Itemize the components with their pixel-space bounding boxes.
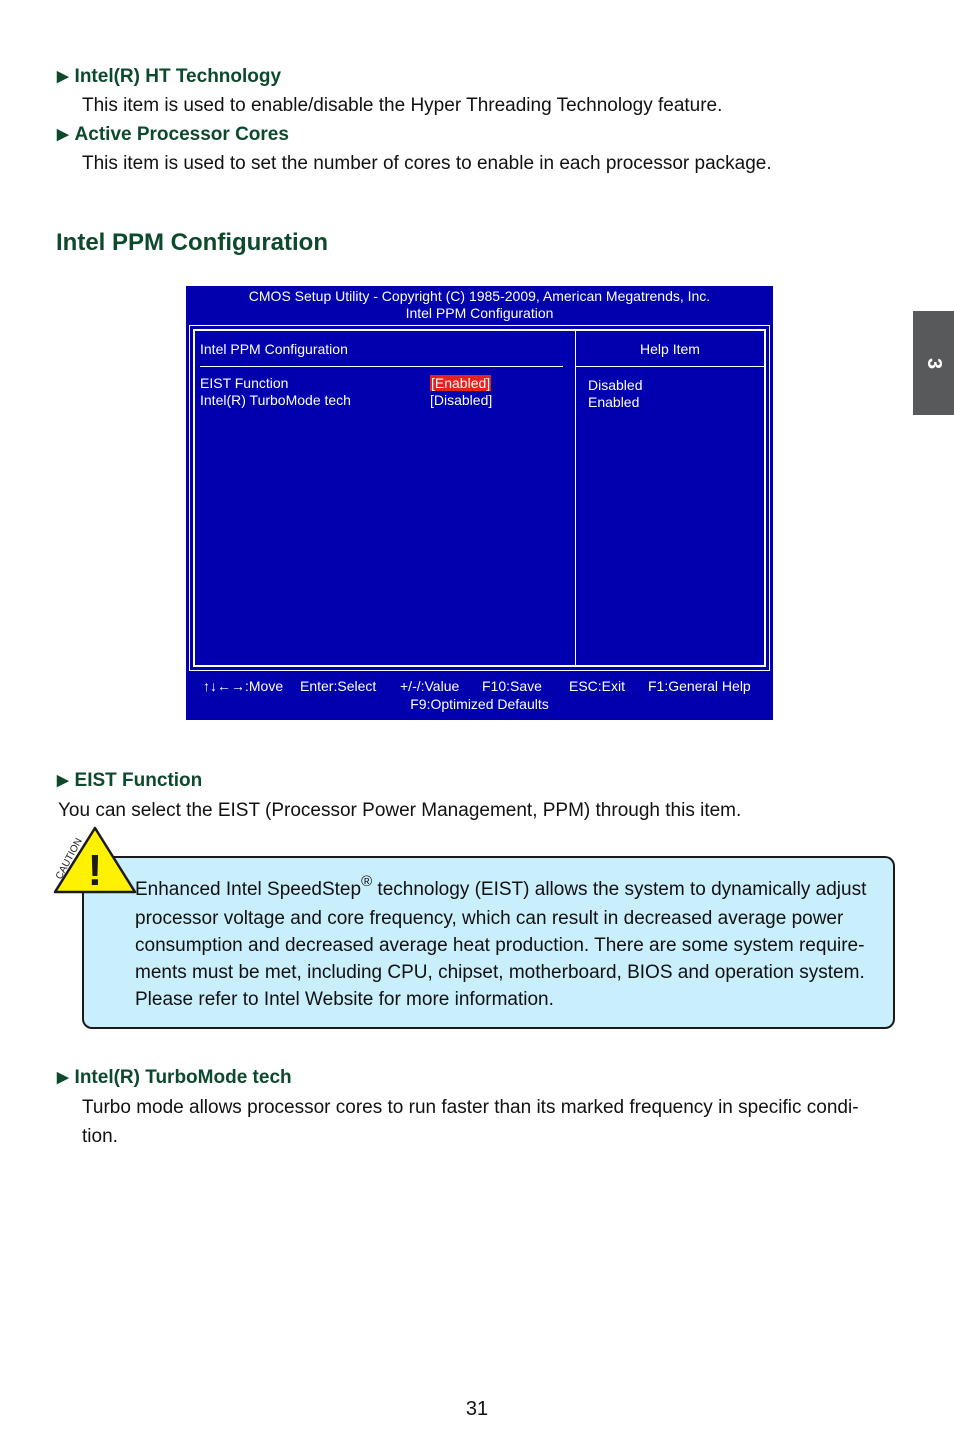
item-heading-turbomode — [57, 1067, 292, 1089]
page-number: 31 — [465, 1398, 489, 1420]
triangle-bullet-icon: ▶ — [57, 126, 69, 143]
bios-header — [186, 288, 773, 322]
bios-header-copyright: CMOS Setup Utility - Copyright (C) 1985-2009, American Megatrends, Inc. — [248, 288, 711, 304]
bios-left-title: Intel PPM Configuration — [200, 341, 348, 357]
caution-line-5: Please refer to Intel Website for more information. — [135, 989, 554, 1010]
caution-line-1 — [135, 872, 867, 903]
bios-frame — [189, 325, 770, 671]
bios-key-value: +/-/:Value — [400, 678, 460, 694]
bios-key-select: Enter:Select — [300, 678, 377, 694]
chapter-tab — [913, 311, 954, 415]
caution-text-part: technology (EIST) allows the system to dynamically adjust — [372, 879, 867, 900]
caution-label-text: CAUTION — [53, 836, 85, 882]
section-title: Intel PPM Configuration — [56, 229, 328, 256]
bios-selected-value[interactable]: [Enabled] — [431, 375, 491, 391]
item-heading-active-processor-cores — [57, 124, 289, 146]
item-description: This item is used to enable/disable the Hyper Threading Technology feature. — [82, 95, 723, 116]
bios-screen — [186, 286, 773, 720]
bios-option-turbo-label[interactable]: Intel(R) TurboMode tech — [200, 392, 351, 408]
item-description: You can select the EIST (Processor Power Management, PPM) through this item. — [58, 800, 742, 821]
bios-left-title-rule — [200, 366, 563, 367]
bios-header-page: Intel PPM Configuration — [405, 305, 554, 321]
triangle-bullet-icon: ▶ — [57, 68, 69, 85]
bios-key-save: F10:Save — [482, 678, 542, 694]
caution-line-2: processor voltage and core frequency, which can result in decreased average power — [135, 908, 844, 929]
bios-key-move: ↑↓←→:Move — [203, 678, 284, 694]
registered-mark: ® — [361, 872, 373, 890]
item-description-line-1: Turbo mode allows processor cores to run faster than its marked frequency in specific condi- — [82, 1097, 859, 1118]
bios-help-value-enabled: Enabled — [588, 394, 640, 410]
caution-label — [50, 826, 100, 886]
item-title: Intel(R) TurboMode tech — [74, 1067, 292, 1088]
item-title: EIST Function — [74, 770, 203, 791]
item-description-line-2: tion. — [82, 1126, 118, 1147]
bios-option-eist-label[interactable]: EIST Function — [200, 375, 289, 391]
item-title: Active Processor Cores — [74, 124, 289, 145]
bios-help-title: Help Item — [640, 341, 700, 357]
triangle-bullet-icon: ▶ — [57, 1069, 69, 1086]
bios-key-exit: ESC:Exit — [569, 678, 626, 694]
item-heading-ht-technology — [57, 66, 281, 88]
caution-text-part: Enhanced Intel SpeedStep — [135, 879, 362, 900]
item-title: Intel(R) HT Technology — [74, 66, 282, 87]
caution-line-4: ments must be met, including CPU, chipset, motherboard, BIOS and operation system. — [135, 962, 865, 983]
bios-key-defaults: F9:Optimized Defaults — [410, 696, 549, 712]
triangle-bullet-icon: ▶ — [57, 772, 69, 789]
bios-inner-frame — [193, 329, 766, 667]
caution-line-3: consumption and decreased average heat production. There are some system require- — [135, 935, 865, 956]
bios-help-title-rule — [576, 366, 764, 367]
svg-text:!: ! — [87, 846, 103, 895]
item-description: This item is used to set the number of cores to enable in each processor package. — [82, 153, 772, 174]
bios-option-eist-value[interactable] — [430, 375, 491, 392]
bios-column-divider — [575, 331, 576, 665]
bios-key-help: F1:General Help — [648, 678, 751, 694]
bios-option-turbo-value[interactable]: [Disabled] — [430, 392, 493, 408]
chapter-number: 3 — [923, 357, 945, 369]
item-heading-eist-function — [57, 770, 202, 792]
bios-help-value-disabled: Disabled — [588, 377, 643, 393]
